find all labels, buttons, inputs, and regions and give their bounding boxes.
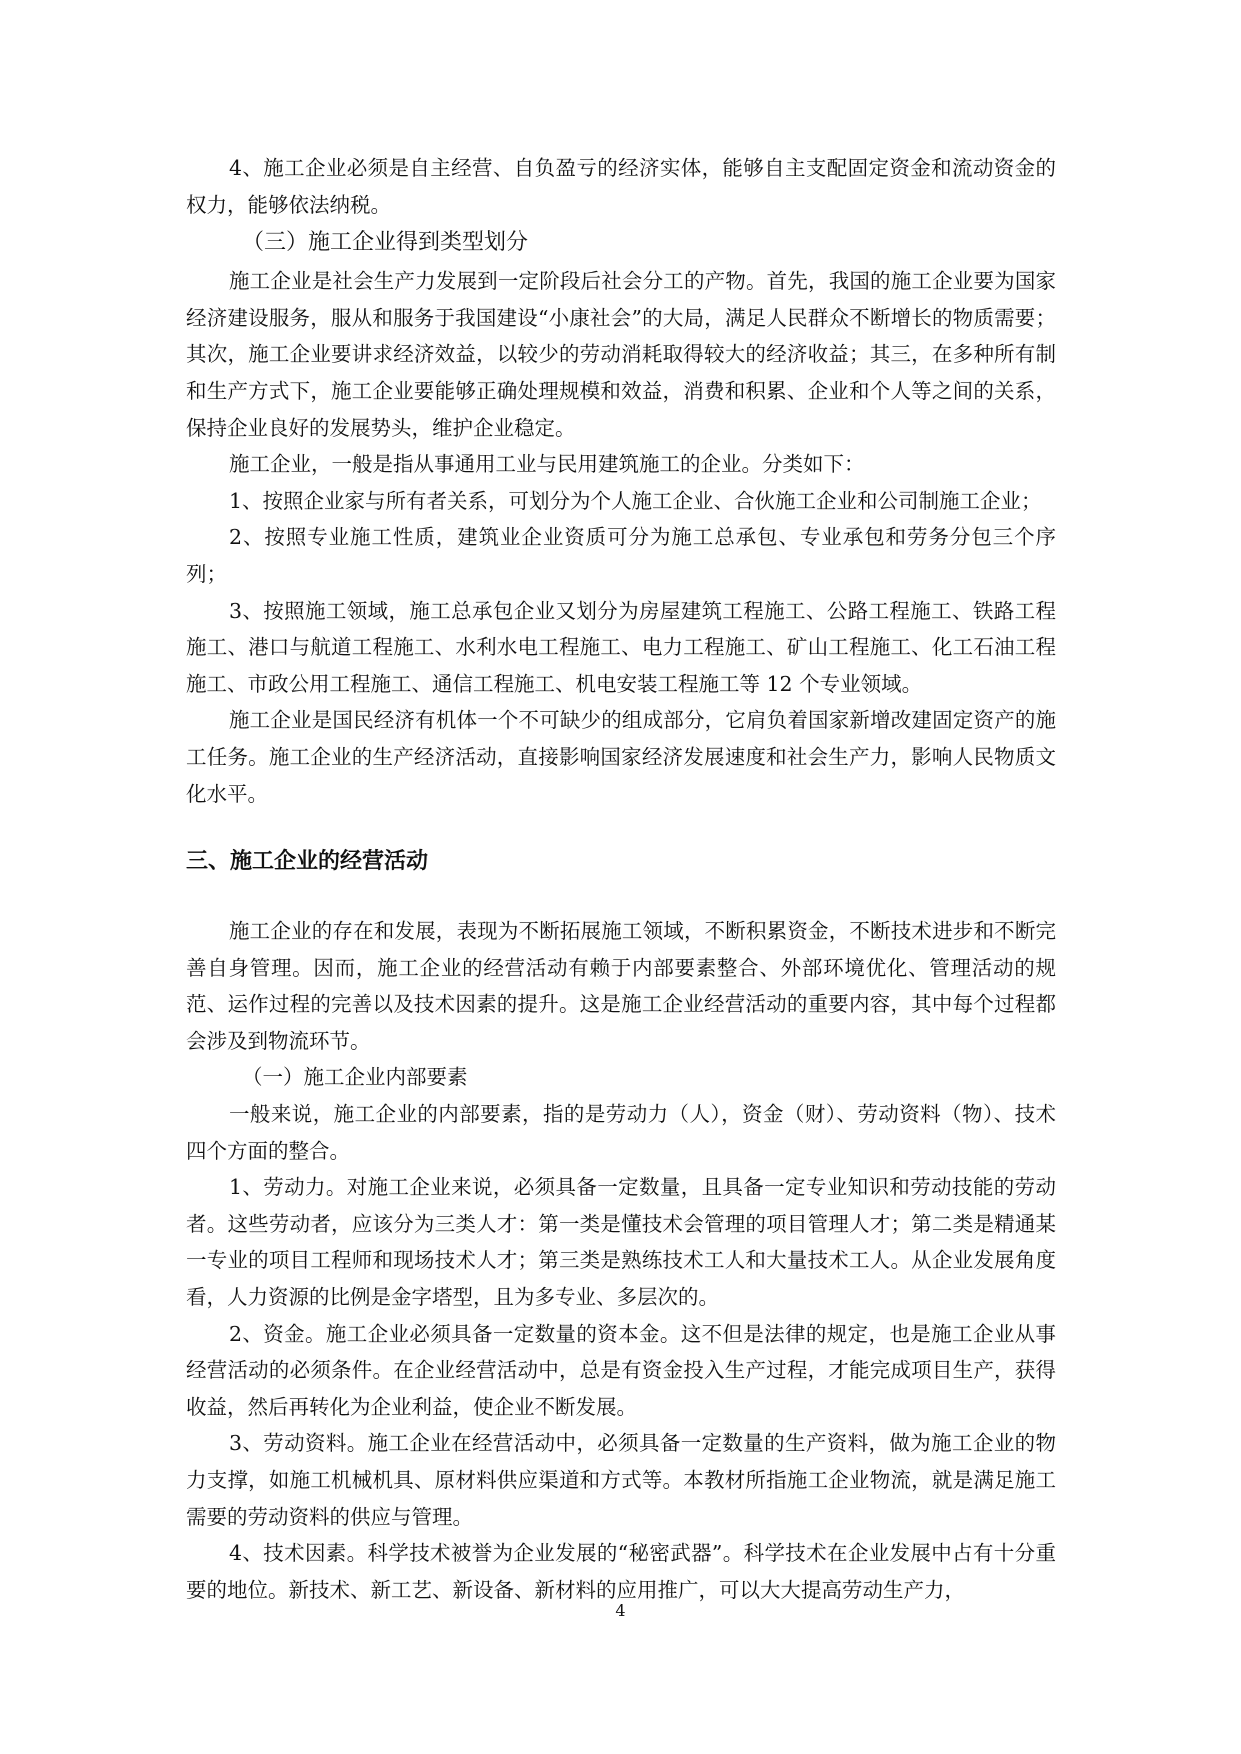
paragraph: 4、技术因素。科学技术被誉为企业发展的“秘密武器”。科学技术在企业发展中占有十分重要的地位。新技术、新工艺、新设备、新材料的应用推广，可以大大提高劳动生产力， — [186, 1541, 1056, 1602]
paragraph: 1、按照企业家与所有者关系，可划分为个人施工企业、合伙施工企业和公司制施工企业； — [229, 488, 1042, 513]
paragraph: 2、按照专业施工性质，建筑业企业资质可分为施工总承包、专业承包和劳务分包三个序列； — [186, 525, 1056, 586]
paragraph: 1、劳动力。对施工企业来说，必须具备一定数量，且具备一定专业知识和劳动技能的劳动者。这些劳动者，应该分为三类人才：第一类是懂技术会管理的项目管理人才；第二类是精通某一专业的项目工程师和现场技术人才；第三类是熟练技术工人和大量技术工人。从企业发展角度看，人力资源的比例是金字塔型，且为多专业、多层次的。 — [186, 1175, 1056, 1309]
paragraph: 3、劳动资料。施工企业在经营活动中，必须具备一定数量的生产资料，做为施工企业的物力支撑，如施工机械机具、原材料供应渠道和方式等。本教材所指施工企业物流，就是满足施工需要的劳动资料的供应与管理。 — [186, 1431, 1056, 1529]
paragraph: 施工企业的存在和发展，表现为不断拓展施工领域，不断积累资金，不断技术进步和不断完善自身管理。因而，施工企业的经营活动有赖于内部要素整合、外部环境优化、管理活动的规范、运作过程的完善以及技术因素的提升。这是施工企业经营活动的重要内容，其中每个过程都会涉及到物流环节。 — [186, 919, 1056, 1053]
text-block-bottom — [186, 913, 1056, 1608]
page-number: 4 — [615, 1601, 626, 1620]
paragraph: 3、按照施工领域，施工总承包企业又划分为房屋建筑工程施工、公路工程施工、铁路工程施工、港口与航道工程施工、水利水电工程施工、电力工程施工、矿山工程施工、化工石油工程施工、市政公用工程施工、通信工程施工、机电安装工程施工等 12 个专业领域。 — [186, 598, 1056, 696]
paragraph: 施工企业是国民经济有机体一个不可缺少的组成部分，它肩负着国家新增改建固定资产的施工任务。施工企业的生产经济活动，直接影响国家经济发展速度和社会生产力，影响人民物质文化水平。 — [186, 708, 1056, 806]
paragraph: 4、施工企业必须是自主经营、自负盈亏的经济实体，能够自主支配固定资金和流动资金的权力，能够依法纳税。 — [186, 156, 1056, 217]
paragraph: 施工企业，一般是指从事通用工业与民用建筑施工的企业。分类如下： — [229, 452, 865, 477]
paragraph: 施工企业是社会生产力发展到一定阶段后社会分工的产物。首先，我国的施工企业要为国家经济建设服务，服从和服务于我国建设“小康社会”的大局，满足人民群众不断增长的物质需要；其次，施工企业要讲求经济效益，以较少的劳动消耗取得较大的经济收益；其三，在多种所有制和生产方式下，施工企业要能够正确处理规模和效益，消费和积累、企业和个人等之间的关系，保持企业良好的发展势头，维护企业稳定。 — [186, 269, 1056, 440]
paragraph: 2、资金。施工企业必须具备一定数量的资本金。这不但是法律的规定，也是施工企业从事经营活动的必须条件。在企业经营活动中，总是有资金投入生产过程，才能完成项目生产，获得收益，然后再转化为企业利益，使企业不断发展。 — [186, 1321, 1056, 1419]
subsection-heading: （三）施工企业得到类型划分 — [242, 230, 529, 256]
subsection-heading: （一）施工企业内部要素 — [242, 1065, 468, 1090]
paragraph: 一般来说，施工企业的内部要素，指的是劳动力（人），资金（财）、劳动资料（物）、技术四个方面的整合。 — [186, 1101, 1056, 1163]
text-block-top — [186, 150, 1056, 812]
section-heading: 三、施工企业的经营活动 — [186, 849, 429, 874]
